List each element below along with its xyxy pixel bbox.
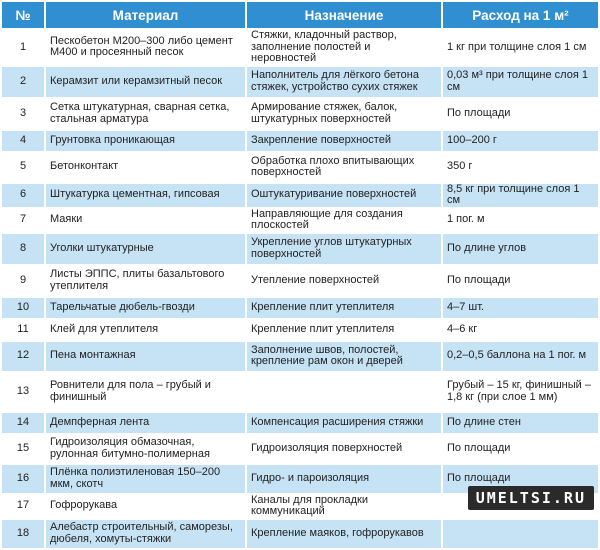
purpose-cell: Укрепление углов штукатурных поверхностей	[247, 234, 441, 264]
consumption-cell: 0,2–0,5 баллона на 1 пог. м	[443, 342, 598, 371]
row-number: 7	[2, 209, 44, 232]
row-number: 13	[2, 373, 44, 411]
consumption-cell: 1 кг при толщине слоя 1 см	[443, 30, 598, 65]
material-cell: Пескобетон М200–300 либо цемент М400 и просеянный песок	[46, 30, 245, 65]
table-row	[2, 234, 598, 264]
material-cell: Грунтовка проникающая	[46, 131, 245, 151]
material-cell: Гидроизоляция обмазочная, рулонная битумно-полимерная	[46, 435, 245, 463]
row-number: 17	[2, 495, 44, 518]
table-row	[2, 131, 598, 151]
row-number: 4	[2, 131, 44, 151]
table-row	[2, 413, 598, 433]
material-cell: Гофрорукава	[46, 495, 245, 518]
material-cell: Маяки	[46, 209, 245, 232]
consumption-cell: По площади	[443, 465, 598, 493]
table-row	[2, 67, 598, 97]
row-number: 5	[2, 153, 44, 182]
site-watermark: UMELTSI.RU	[468, 486, 594, 510]
header-row	[2, 2, 598, 28]
row-number: 9	[2, 266, 44, 296]
consumption-cell: 8,5 кг при толщине слоя 1 см	[443, 184, 598, 207]
row-number: 6	[2, 184, 44, 207]
header-material: Материал	[46, 2, 245, 28]
table-row	[2, 184, 598, 207]
row-number: 11	[2, 320, 44, 340]
row-number: 18	[2, 520, 44, 548]
table-row	[2, 342, 598, 371]
header-purpose: Назначение	[247, 2, 441, 28]
purpose-cell: Обработка плохо впитывающих поверхностей	[247, 153, 441, 182]
header-number: №	[2, 2, 44, 28]
purpose-cell: Гидро- и пароизоляция	[247, 465, 441, 493]
purpose-cell: Крепление маяков, гофрорукавов	[247, 520, 441, 548]
row-number: 3	[2, 99, 44, 129]
row-number: 2	[2, 67, 44, 97]
row-number: 16	[2, 465, 44, 493]
table-row	[2, 209, 598, 232]
material-cell: Листы ЭППС, плиты базальтового утеплителя	[46, 266, 245, 296]
purpose-cell: Направляющие для создания плоскостей	[247, 209, 441, 232]
material-cell: Керамзит или керамзитный песок	[46, 67, 245, 97]
purpose-cell: Армирование стяжек, балок, штукатурных поверхностей	[247, 99, 441, 129]
purpose-cell: Каналы для прокладки коммуникаций	[247, 495, 441, 518]
purpose-cell: Оштукатуривание поверхностей	[247, 184, 441, 207]
purpose-cell: Компенсация расширения стяжки	[247, 413, 441, 433]
purpose-cell: Заполнение швов, полостей, крепление рам окон и дверей	[247, 342, 441, 371]
consumption-cell: По площади	[443, 266, 598, 296]
material-cell: Тарельчатые дюбель-гвозди	[46, 298, 245, 318]
purpose-cell	[247, 373, 441, 411]
consumption-cell: 350 г	[443, 153, 598, 182]
table-row	[2, 373, 598, 411]
table-row	[2, 266, 598, 296]
material-cell: Демпферная лента	[46, 413, 245, 433]
consumption-cell: 100–200 г	[443, 131, 598, 151]
row-number: 10	[2, 298, 44, 318]
row-number: 8	[2, 234, 44, 264]
table-row	[2, 435, 598, 463]
header-consumption: Расход на 1 м²	[443, 2, 598, 28]
consumption-cell: 1 пог. м	[443, 209, 598, 232]
material-cell: Плёнка полиэтиленовая 150–200 мкм, скотч	[46, 465, 245, 493]
consumption-cell: 4–7 шт.	[443, 298, 598, 318]
consumption-cell: Грубый – 15 кг, финишный – 1,8 кг (при слое 1 мм)	[443, 373, 598, 411]
material-cell: Уголки штукатурные	[46, 234, 245, 264]
consumption-cell: По площади	[443, 435, 598, 463]
material-cell: Клей для утеплителя	[46, 320, 245, 340]
row-number: 14	[2, 413, 44, 433]
row-number: 12	[2, 342, 44, 371]
consumption-cell: По площади	[443, 99, 598, 129]
consumption-cell: По длине углов	[443, 234, 598, 264]
purpose-cell: Наполнитель для лёгкого бетона стяжек, устройство сухих стяжек	[247, 67, 441, 97]
purpose-cell: Утепление поверхностей	[247, 266, 441, 296]
row-number: 1	[2, 30, 44, 65]
material-cell: Ровнители для пола – грубый и финишный	[46, 373, 245, 411]
material-cell: Пена монтажная	[46, 342, 245, 371]
row-number: 15	[2, 435, 44, 463]
consumption-cell: 4–6 кг	[443, 320, 598, 340]
table-row	[2, 153, 598, 182]
material-cell: Сетка штукатурная, сварная сетка, стальная арматура	[46, 99, 245, 129]
consumption-cell: 0,03 м³ при толщине слоя 1 см	[443, 67, 598, 97]
table-row	[2, 99, 598, 129]
table-row	[2, 320, 598, 340]
table-row	[2, 298, 598, 318]
material-cell: Бетонконтакт	[46, 153, 245, 182]
table-row	[2, 30, 598, 65]
purpose-cell: Закрепление поверхностей	[247, 131, 441, 151]
material-cell: Алебастр строительный, саморезы, дюбеля, хомуты-стяжки	[46, 520, 245, 548]
purpose-cell: Крепление плит утеплителя	[247, 320, 441, 340]
consumption-cell: По длине стен	[443, 413, 598, 433]
purpose-cell: Стяжки, кладочный раствор, заполнение полостей и неровностей	[247, 30, 441, 65]
material-cell: Штукатурка цементная, гипсовая	[46, 184, 245, 207]
purpose-cell: Гидроизоляция поверхностей	[247, 435, 441, 463]
purpose-cell: Крепление плит утеплителя	[247, 298, 441, 318]
